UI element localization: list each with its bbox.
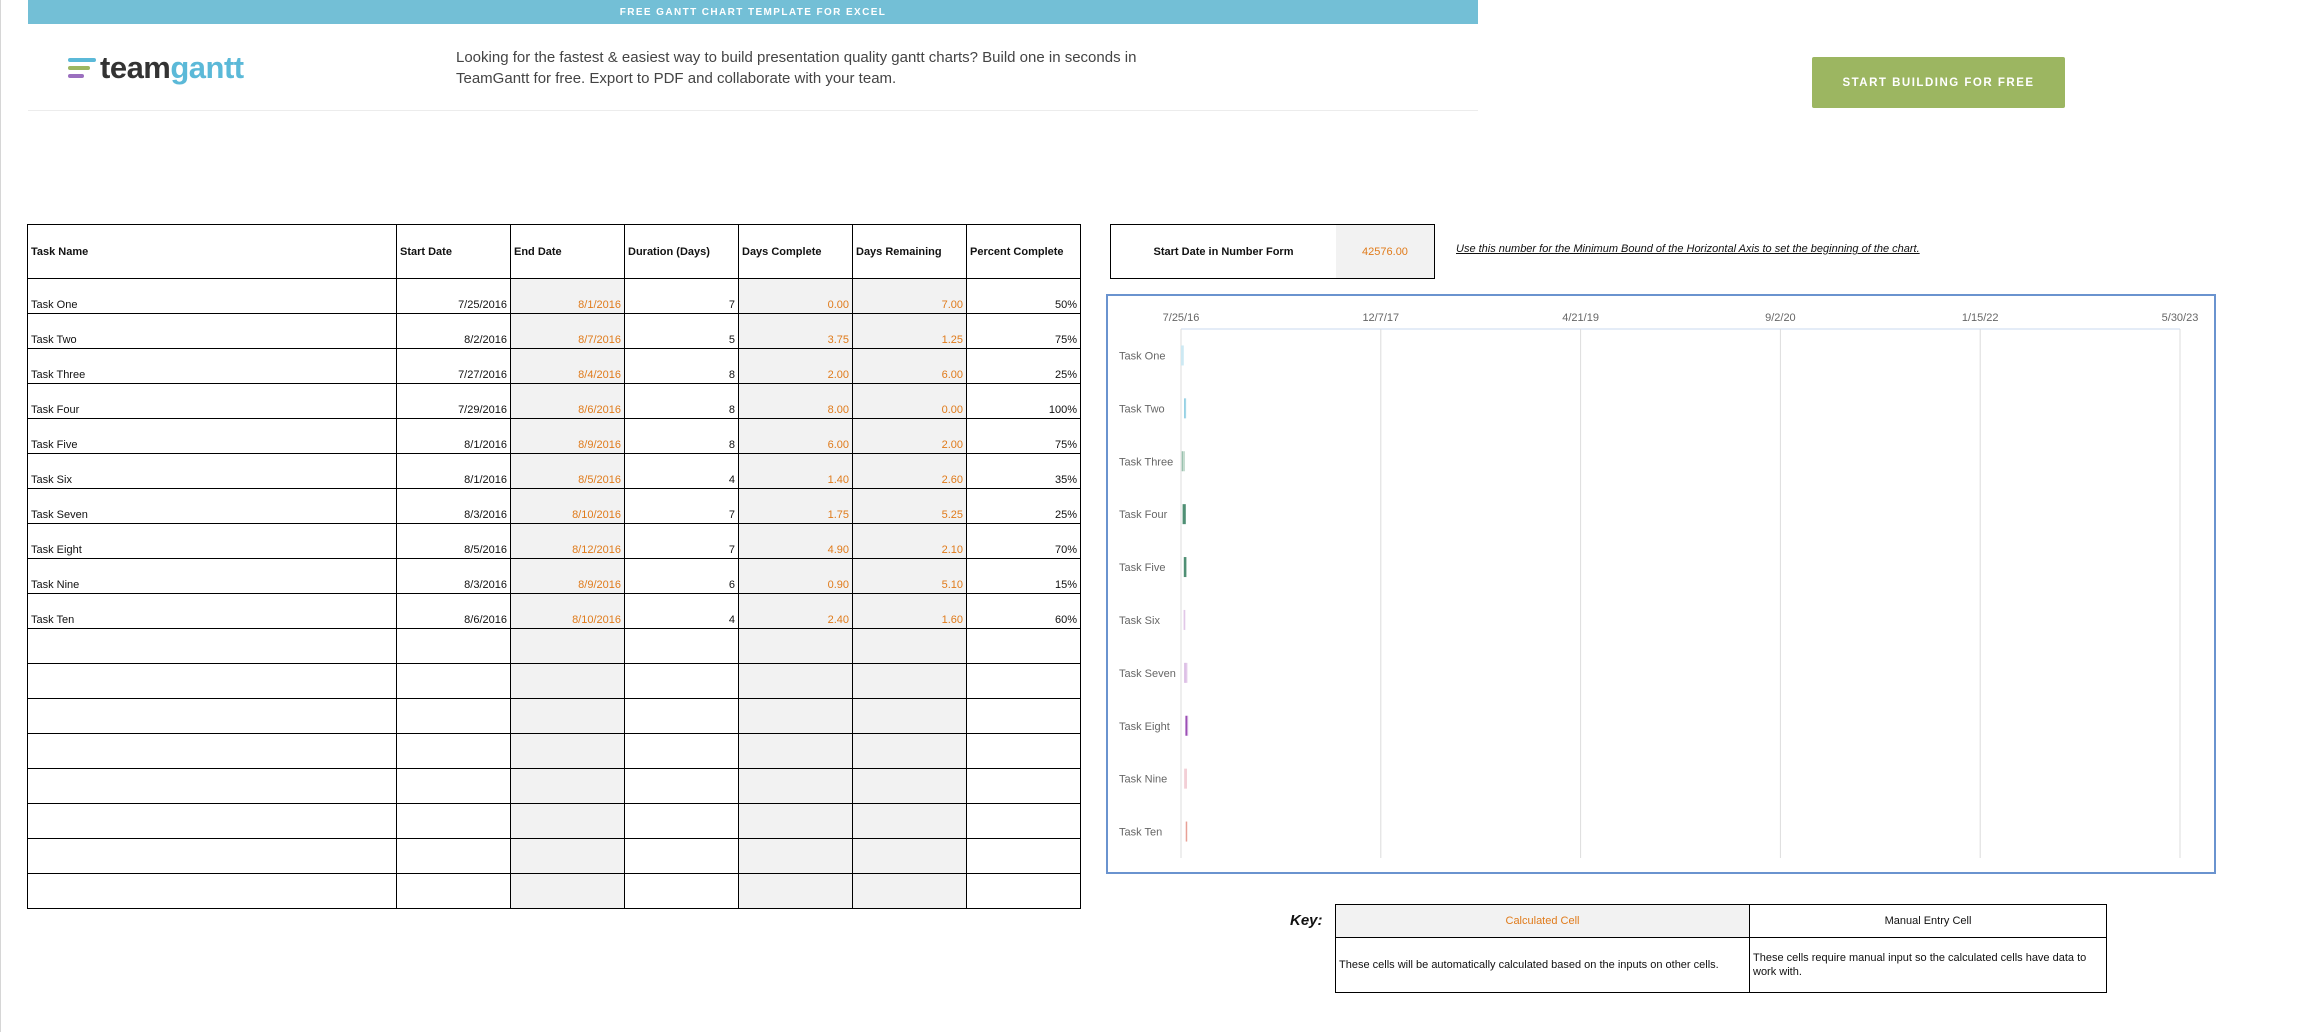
duration-cell[interactable]: 8: [625, 419, 739, 454]
column-header-percent-complete[interactable]: Percent Complete: [967, 225, 1081, 279]
chart-category-label: Task Nine: [1119, 773, 1168, 786]
days-remaining-cell[interactable]: 5.10: [853, 559, 967, 594]
percent-complete-cell[interactable]: 25%: [967, 489, 1081, 524]
chart-bar-remaining: [1185, 663, 1187, 683]
days-complete-cell[interactable]: 2.00: [739, 349, 853, 384]
days-complete-cell[interactable]: 1.40: [739, 454, 853, 489]
table-row: [28, 314, 1081, 349]
chart-category-label: Task Two: [1119, 403, 1165, 416]
end-date-cell[interactable]: 8/1/2016: [511, 279, 625, 314]
empty-start-date-cell[interactable]: [397, 804, 511, 839]
days-remaining-cell[interactable]: 5.25: [853, 489, 967, 524]
empty-start-date-cell[interactable]: [397, 629, 511, 664]
end-date-cell[interactable]: 8/7/2016: [511, 314, 625, 349]
empty-percent-complete-cell[interactable]: [967, 699, 1081, 734]
empty-days-complete-cell[interactable]: [739, 769, 853, 804]
empty-percent-complete-cell[interactable]: [967, 839, 1081, 874]
days-remaining-cell[interactable]: 1.25: [853, 314, 967, 349]
column-header-start-date[interactable]: Start Date: [397, 225, 511, 279]
empty-table-row: [28, 839, 1081, 874]
top-banner: [28, 0, 1478, 24]
empty-task-name-cell[interactable]: [28, 839, 397, 874]
sheet-left-gridline: [0, 0, 1, 1032]
logo-wordmark: teamgantt: [100, 49, 244, 85]
days-remaining-cell[interactable]: 0.00: [853, 384, 967, 419]
empty-days-complete-cell[interactable]: [739, 699, 853, 734]
duration-cell[interactable]: 4: [625, 454, 739, 489]
task-name-cell[interactable]: Task Six: [28, 454, 397, 489]
empty-percent-complete-cell[interactable]: [967, 804, 1081, 839]
chart-bar-complete: [1185, 663, 1186, 683]
days-remaining-cell[interactable]: 2.10: [853, 524, 967, 559]
task-name-cell[interactable]: Task Nine: [28, 559, 397, 594]
tagline-line-2: TeamGantt for free. Export to PDF and collaborate with your team.: [456, 70, 897, 87]
days-complete-cell[interactable]: 0.90: [739, 559, 853, 594]
days-complete-cell[interactable]: 4.90: [739, 524, 853, 559]
empty-start-date-cell[interactable]: [397, 874, 511, 909]
chart-bar-complete: [1182, 451, 1183, 471]
empty-days-remaining-cell[interactable]: [853, 664, 967, 699]
chart-category-label: Task Five: [1119, 562, 1166, 575]
chart-bar-remaining: [1186, 557, 1187, 577]
duration-cell[interactable]: 6: [625, 559, 739, 594]
percent-complete-cell[interactable]: 75%: [967, 314, 1081, 349]
empty-duration-cell[interactable]: [625, 874, 739, 909]
table-row: [28, 524, 1081, 559]
empty-days-remaining-cell[interactable]: [853, 734, 967, 769]
days-complete-cell[interactable]: 3.75: [739, 314, 853, 349]
percent-complete-cell[interactable]: 70%: [967, 524, 1081, 559]
table-row: [28, 384, 1081, 419]
empty-days-remaining-cell[interactable]: [853, 839, 967, 874]
task-name-cell[interactable]: Task Ten: [28, 594, 397, 629]
empty-end-date-cell[interactable]: [511, 699, 625, 734]
empty-duration-cell[interactable]: [625, 629, 739, 664]
table-row: [28, 349, 1081, 384]
days-remaining-cell[interactable]: 2.00: [853, 419, 967, 454]
start-date-cell[interactable]: 8/1/2016: [397, 419, 511, 454]
chart-x-tick-label: 1/15/22: [1961, 312, 1999, 324]
days-complete-cell[interactable]: 8.00: [739, 384, 853, 419]
task-name-cell[interactable]: Task Eight: [28, 524, 397, 559]
empty-end-date-cell[interactable]: [511, 734, 625, 769]
gantt-chart-svg: [1108, 296, 2214, 872]
empty-percent-complete-cell[interactable]: [967, 874, 1081, 909]
percent-complete-cell[interactable]: 15%: [967, 559, 1081, 594]
key-calculated-title[interactable]: Calculated Cell: [1336, 905, 1750, 938]
empty-days-complete-cell[interactable]: [739, 839, 853, 874]
start-date-cell[interactable]: 8/3/2016: [397, 559, 511, 594]
chart-x-tick-label: 5/30/23: [2161, 312, 2199, 324]
percent-complete-cell[interactable]: 75%: [967, 419, 1081, 454]
column-header-days-remaining[interactable]: Days Remaining: [853, 225, 967, 279]
chart-bar-complete: [1184, 610, 1185, 630]
chart-bar-complete: [1183, 504, 1186, 524]
duration-cell[interactable]: 7: [625, 489, 739, 524]
chart-x-tick-label: 4/21/19: [1562, 312, 1599, 324]
chart-bar-remaining: [1183, 451, 1185, 471]
chart-category-label: Task Eight: [1119, 720, 1170, 733]
empty-duration-cell[interactable]: [625, 664, 739, 699]
empty-task-name-cell[interactable]: [28, 874, 397, 909]
start-date-cell[interactable]: 8/6/2016: [397, 594, 511, 629]
start-date-number-label[interactable]: Start Date in Number Form: [1110, 224, 1337, 279]
empty-days-complete-cell[interactable]: [739, 804, 853, 839]
chart-bar-complete: [1184, 398, 1185, 418]
empty-task-name-cell[interactable]: [28, 804, 397, 839]
column-header-days-complete[interactable]: Days Complete: [739, 225, 853, 279]
days-complete-cell[interactable]: 0.00: [739, 279, 853, 314]
key-manual-description[interactable]: These cells require manual input so the calculated cells have data to work with.: [1750, 938, 2107, 993]
chart-category-label: Task One: [1119, 350, 1166, 363]
empty-days-remaining-cell[interactable]: [853, 699, 967, 734]
chart-bar-remaining: [1181, 345, 1184, 365]
empty-end-date-cell[interactable]: [511, 839, 625, 874]
end-date-cell[interactable]: 8/9/2016: [511, 559, 625, 594]
empty-task-name-cell[interactable]: [28, 664, 397, 699]
chart-x-tick-label: 12/7/17: [1362, 312, 1400, 324]
percent-complete-cell[interactable]: 25%: [967, 349, 1081, 384]
empty-start-date-cell[interactable]: [397, 734, 511, 769]
end-date-cell[interactable]: 8/12/2016: [511, 524, 625, 559]
days-complete-cell[interactable]: 2.40: [739, 594, 853, 629]
empty-end-date-cell[interactable]: [511, 629, 625, 664]
key-table: [1335, 904, 2107, 993]
empty-start-date-cell[interactable]: [397, 664, 511, 699]
start-date-cell[interactable]: 8/3/2016: [397, 489, 511, 524]
chart-category-label: Task Three: [1119, 456, 1174, 469]
empty-start-date-cell[interactable]: [397, 769, 511, 804]
empty-days-remaining-cell[interactable]: [853, 629, 967, 664]
logo-lines-icon: [68, 58, 96, 78]
chart-bar-remaining: [1187, 716, 1188, 736]
empty-days-complete-cell[interactable]: [739, 734, 853, 769]
empty-task-name-cell[interactable]: [28, 699, 397, 734]
chart-bar-remaining: [1187, 822, 1188, 842]
percent-complete-cell[interactable]: 60%: [967, 594, 1081, 629]
empty-table-row: [28, 874, 1081, 909]
empty-percent-complete-cell[interactable]: [967, 734, 1081, 769]
table-row: [28, 594, 1081, 629]
start-date-cell[interactable]: 8/5/2016: [397, 524, 511, 559]
column-header-task-name[interactable]: Task Name: [28, 225, 397, 279]
teamgantt-logo[interactable]: [68, 50, 244, 84]
table-row: [28, 454, 1081, 489]
header-divider: [28, 110, 1478, 111]
start-date-cell[interactable]: 7/27/2016: [397, 349, 511, 384]
gantt-chart[interactable]: [1106, 294, 2216, 874]
end-date-cell[interactable]: 8/10/2016: [511, 489, 625, 524]
duration-cell[interactable]: 8: [625, 349, 739, 384]
end-date-cell[interactable]: 8/4/2016: [511, 349, 625, 384]
table-row: [28, 489, 1081, 524]
days-complete-cell[interactable]: 1.75: [739, 489, 853, 524]
empty-days-remaining-cell[interactable]: [853, 874, 967, 909]
empty-days-remaining-cell[interactable]: [853, 769, 967, 804]
empty-end-date-cell[interactable]: [511, 664, 625, 699]
empty-task-name-cell[interactable]: [28, 734, 397, 769]
empty-table-row: [28, 629, 1081, 664]
chart-bar-remaining: [1184, 610, 1185, 630]
empty-end-date-cell[interactable]: [511, 874, 625, 909]
table-header-row: [28, 225, 1081, 279]
empty-task-name-cell[interactable]: [28, 629, 397, 664]
task-name-cell[interactable]: Task Two: [28, 314, 397, 349]
empty-table-row: [28, 804, 1081, 839]
duration-cell[interactable]: 7: [625, 279, 739, 314]
empty-duration-cell[interactable]: [625, 769, 739, 804]
empty-task-name-cell[interactable]: [28, 769, 397, 804]
duration-cell[interactable]: 7: [625, 524, 739, 559]
chart-bar-remaining: [1185, 769, 1187, 789]
end-date-cell[interactable]: 8/6/2016: [511, 384, 625, 419]
column-header-end-date[interactable]: End Date: [511, 225, 625, 279]
table-row: [28, 279, 1081, 314]
empty-days-remaining-cell[interactable]: [853, 804, 967, 839]
key-label: Key:: [1290, 912, 1323, 929]
table-row: [28, 559, 1081, 594]
end-date-cell[interactable]: 8/5/2016: [511, 454, 625, 489]
task-name-cell[interactable]: Task Five: [28, 419, 397, 454]
days-remaining-cell[interactable]: 1.60: [853, 594, 967, 629]
empty-percent-complete-cell[interactable]: [967, 664, 1081, 699]
column-header-duration[interactable]: Duration (Days): [625, 225, 739, 279]
start-date-cell[interactable]: 8/2/2016: [397, 314, 511, 349]
duration-cell[interactable]: 4: [625, 594, 739, 629]
days-remaining-cell[interactable]: 2.60: [853, 454, 967, 489]
start-date-cell[interactable]: 7/25/2016: [397, 279, 511, 314]
empty-duration-cell[interactable]: [625, 699, 739, 734]
empty-start-date-cell[interactable]: [397, 839, 511, 874]
empty-days-complete-cell[interactable]: [739, 629, 853, 664]
task-name-cell[interactable]: Task One: [28, 279, 397, 314]
chart-category-label: Task Four: [1119, 509, 1168, 522]
chart-bar-complete: [1186, 822, 1187, 842]
start-building-button[interactable]: START BUILDING FOR FREE: [1812, 57, 2065, 108]
end-date-cell[interactable]: 8/10/2016: [511, 594, 625, 629]
task-table: [27, 224, 1081, 909]
chart-category-label: Task Ten: [1119, 826, 1163, 839]
empty-end-date-cell[interactable]: [511, 769, 625, 804]
empty-days-complete-cell[interactable]: [739, 664, 853, 699]
task-name-cell[interactable]: Task Seven: [28, 489, 397, 524]
empty-percent-complete-cell[interactable]: [967, 629, 1081, 664]
empty-days-complete-cell[interactable]: [739, 874, 853, 909]
end-date-cell[interactable]: 8/9/2016: [511, 419, 625, 454]
percent-complete-cell[interactable]: 100%: [967, 384, 1081, 419]
start-date-cell[interactable]: 7/29/2016: [397, 384, 511, 419]
start-date-number-note: Use this number for the Minimum Bound of the Horizontal Axis to set the beginning of the chart.: [1456, 243, 1920, 255]
chart-x-tick-label: 9/2/20: [1765, 312, 1796, 324]
empty-table-row: [28, 769, 1081, 804]
days-complete-cell[interactable]: 6.00: [739, 419, 853, 454]
key-manual-title[interactable]: Manual Entry Cell: [1750, 905, 2107, 938]
percent-complete-cell[interactable]: 50%: [967, 279, 1081, 314]
task-name-cell[interactable]: Task Three: [28, 349, 397, 384]
task-name-cell[interactable]: Task Four: [28, 384, 397, 419]
chart-x-tick-label: 7/25/16: [1162, 312, 1200, 324]
chart-bar-complete: [1185, 716, 1187, 736]
duration-cell[interactable]: 8: [625, 384, 739, 419]
percent-complete-cell[interactable]: 35%: [967, 454, 1081, 489]
empty-start-date-cell[interactable]: [397, 699, 511, 734]
days-remaining-cell[interactable]: 7.00: [853, 279, 967, 314]
chart-category-label: Task Seven: [1119, 667, 1176, 680]
empty-end-date-cell[interactable]: [511, 804, 625, 839]
table-row: [28, 419, 1081, 454]
tagline-line-1: Looking for the fastest & easiest way to build presentation quality gantt charts? Build one in seconds in: [456, 49, 1137, 66]
empty-percent-complete-cell[interactable]: [967, 769, 1081, 804]
duration-cell[interactable]: 5: [625, 314, 739, 349]
empty-duration-cell[interactable]: [625, 839, 739, 874]
empty-table-row: [28, 699, 1081, 734]
empty-duration-cell[interactable]: [625, 804, 739, 839]
banner-text: FREE GANTT CHART TEMPLATE FOR EXCEL: [619, 6, 887, 18]
empty-table-row: [28, 664, 1081, 699]
header-tagline: [456, 47, 1216, 89]
days-remaining-cell[interactable]: 6.00: [853, 349, 967, 384]
empty-duration-cell[interactable]: [625, 734, 739, 769]
chart-category-label: Task Six: [1119, 614, 1160, 627]
start-date-cell[interactable]: 8/1/2016: [397, 454, 511, 489]
chart-bar-complete: [1184, 557, 1186, 577]
key-calculated-description[interactable]: These cells will be automatically calculated based on the inputs on other cells.: [1336, 938, 1750, 993]
start-date-number-value[interactable]: 42576.00: [1336, 224, 1435, 279]
empty-table-row: [28, 734, 1081, 769]
